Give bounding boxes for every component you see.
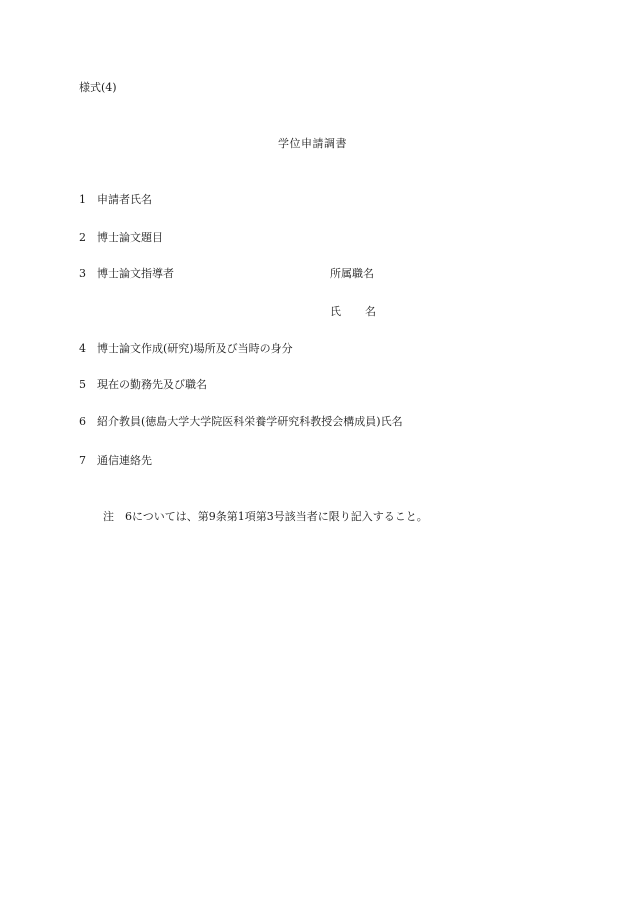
item-introducing-faculty [79, 416, 403, 427]
item-dissertation-title [79, 232, 163, 243]
footnote-mark: 注 [103, 510, 114, 523]
item-label: 通信連絡先 [97, 454, 152, 467]
document-title: 学位申請調書 [278, 137, 347, 150]
footnote [103, 511, 428, 522]
name-label-part-1: 氏 [330, 305, 341, 318]
item-label: 博士論文題目 [97, 231, 163, 244]
item-supervisor [79, 268, 174, 279]
form-number-label: 様式(4) [79, 81, 117, 94]
supervisor-name-label [330, 306, 376, 317]
item-label: 紹介教員(徳島大学大学院医科栄養学研究科教授会構成員)氏名 [97, 415, 403, 428]
item-number: 3 [79, 267, 86, 280]
item-number: 7 [79, 454, 86, 467]
item-number: 1 [79, 193, 86, 206]
item-label: 申請者氏名 [97, 193, 152, 206]
item-current-employer [79, 379, 207, 390]
item-label: 博士論文指導者 [97, 267, 174, 280]
item-contact-address [79, 455, 152, 466]
name-label-part-2: 名 [365, 305, 376, 318]
item-number: 5 [79, 378, 86, 391]
item-number: 6 [79, 415, 86, 428]
item-label: 博士論文作成(研究)場所及び当時の身分 [97, 342, 293, 355]
item-applicant-name [79, 194, 152, 205]
supervisor-affiliation-label: 所属職名 [330, 267, 374, 280]
item-label: 現在の勤務先及び職名 [97, 378, 207, 391]
item-number: 2 [79, 231, 86, 244]
footnote-text: 6については、第9条第1項第3号該当者に限り記入すること。 [125, 510, 428, 523]
item-number: 4 [79, 342, 86, 355]
item-research-location [79, 343, 293, 354]
